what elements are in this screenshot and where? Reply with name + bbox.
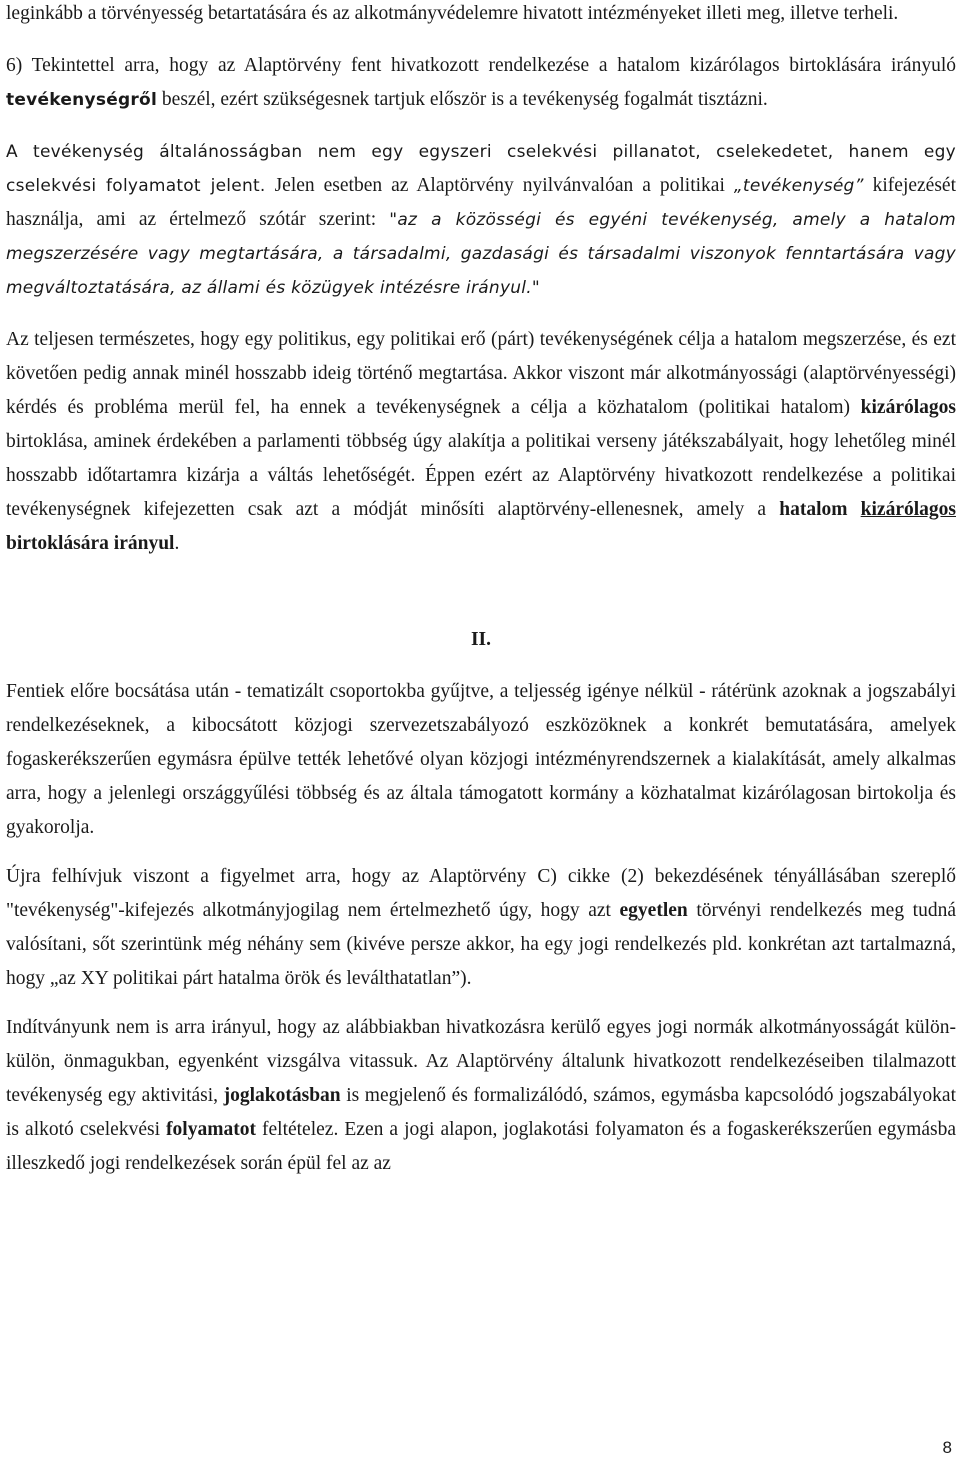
bold-term: folyamatot xyxy=(166,1119,256,1140)
text-run: Újra felhívjuk viszont a figyelmet arra, hogy az Alaptörvény C) cikke (2) bekezdésének tényállásában szereplő "tevékenység"-kifejezés alkotmányjogilag nem értelmezhető úgy, hogy azt xyxy=(6,866,956,921)
text-run: kifejezését használja, ami az értelmező szótár szerint: xyxy=(6,175,956,230)
text-run: törvényi rendelkezés meg tudná valósítani, sőt szerintünk még néhány sem (kivéve persze akkor, ha egy jogi rendelkezés pld. konkrétan azt tartalmazná, hogy „az XY politikai párt hatalma örök és leválthatatlan”). xyxy=(6,900,957,989)
section-heading: II. xyxy=(470,629,492,650)
dictionary-quote: "az a közösségi és egyéni tevékenység, amely a hatalom megszerzésére vagy megtartására, a társadalmi, gazdasági és társadalmi viszonyok fenntartására vagy megváltoztatására, az állami és közügyek intézésre irányul." xyxy=(6,210,956,298)
bold-term: joglakotásban xyxy=(223,1085,341,1106)
bold-term: birtoklására irányul xyxy=(6,533,175,554)
text-run: A tevékenység általánosságban nem egy egyszeri cselekvési pillanatot, cselekedetet, hanem egy cselekvési folyamatot jelent. xyxy=(6,142,956,196)
italic-term: „tevékenység” xyxy=(733,176,864,196)
text-run: feltételez. Ezen a jogi alapon, joglakotási folyamaton és a fogaskerékszerűen egymásba illeszkedő jogi rendelkezések során épül fel az az xyxy=(6,1119,956,1174)
page-number: 8 xyxy=(942,1438,952,1457)
paragraph-activity-intro xyxy=(6,49,956,117)
paragraph-continuation xyxy=(6,0,956,31)
text-run: Fentiek előre bocsátása után - tematizált csoportokba gyűjtve, a teljesség igénye nélkül - rátérünk azoknak a jogszabályi rendelkezéseknek, a kibocsátott közjogi szervezetszabályozó eszközöknek a konkrét bemutatására, amelyek fogaskerékszerűen egymásra épülve tették lehetővé olyan közjogi intézményrendszernek a kialakítását, amely alkalmas arra, hogy a jelenlegi országgyűlési többség és az általa támogatott kormány a közhatalmat kizárólagosan birtokolja és gyakorolja. xyxy=(6,681,956,838)
text-run: Jelen esetben az Alaptörvény nyilvánvalóan a politikai xyxy=(265,175,734,196)
text-run: leginkább a törvényesség betartatására és az alkotmányvédelemre hivatott intézményeket illeti meg, illetve terheli. xyxy=(6,3,899,24)
text-run: Indítványunk nem is arra irányul, hogy az alábbiakban hivatkozásra kerülő egyes jogi normák alkotmányosságát külön-külön, önmagukban, egyenként vizsgálva vitassuk. Az Alaptörvény általunk hivatkozott rendelkezéseiben tilalmazott tevékenység egy aktivitási, xyxy=(6,1017,956,1106)
text-run: . xyxy=(174,533,180,554)
text-run: beszél, ezért szükségesnek tartjuk először is a tevékenység fogalmát tisztázni. xyxy=(157,89,768,110)
paragraph-overview xyxy=(6,675,956,845)
bold-term: egyetlen xyxy=(619,900,688,921)
bold-term: kizárólagos xyxy=(860,397,956,418)
text-run: Az teljesen természetes, hogy egy politikus, egy politikai erő (párt) tevékenységének célja a hatalom megszerzése, és ezt követően pedig annak minél hosszabb ideig történő megtartása. Akkor viszont már alkotmányossági (alaptörvényességi) kérdés és probléma merül fel, ha ennek a tevékenységnek a célja a közhatalom (politikai hatalom) xyxy=(6,329,956,418)
paragraph-motion xyxy=(6,1011,956,1181)
text-run: is megjelenő és formalizálódó, számos, egymásba kapcsolódó jogszabályokat is alkotó cselekvési xyxy=(6,1085,956,1140)
document-page xyxy=(6,0,956,1181)
bold-term: tevékenységről xyxy=(6,90,158,110)
bold-term: hatalom xyxy=(779,499,861,520)
underlined-bold-term: kizárólagos xyxy=(860,499,956,520)
paragraph-activity-definition xyxy=(6,135,956,305)
paragraph-reminder xyxy=(6,860,956,996)
text-run: 6) Tekintettel arra, hogy az Alaptörvény fent hivatkozott rendelkezése a hatalom kizárólagos birtoklására irányuló xyxy=(6,55,956,76)
text-run: birtoklása, aminek érdekében a parlamenti többség úgy alakítja a politikai verseny játékszabályait, hogy lehetőleg minél hosszabb időtartamra kizárja a váltás lehetőségét. Éppen ezért az Alaptörvény hivatkozott rendelkezése a politikai tevékenységnek kifejezetten csak azt a módját minősíti alaptörvény-ellenesnek, amely a xyxy=(6,431,956,520)
paragraph-political-power xyxy=(6,323,956,561)
